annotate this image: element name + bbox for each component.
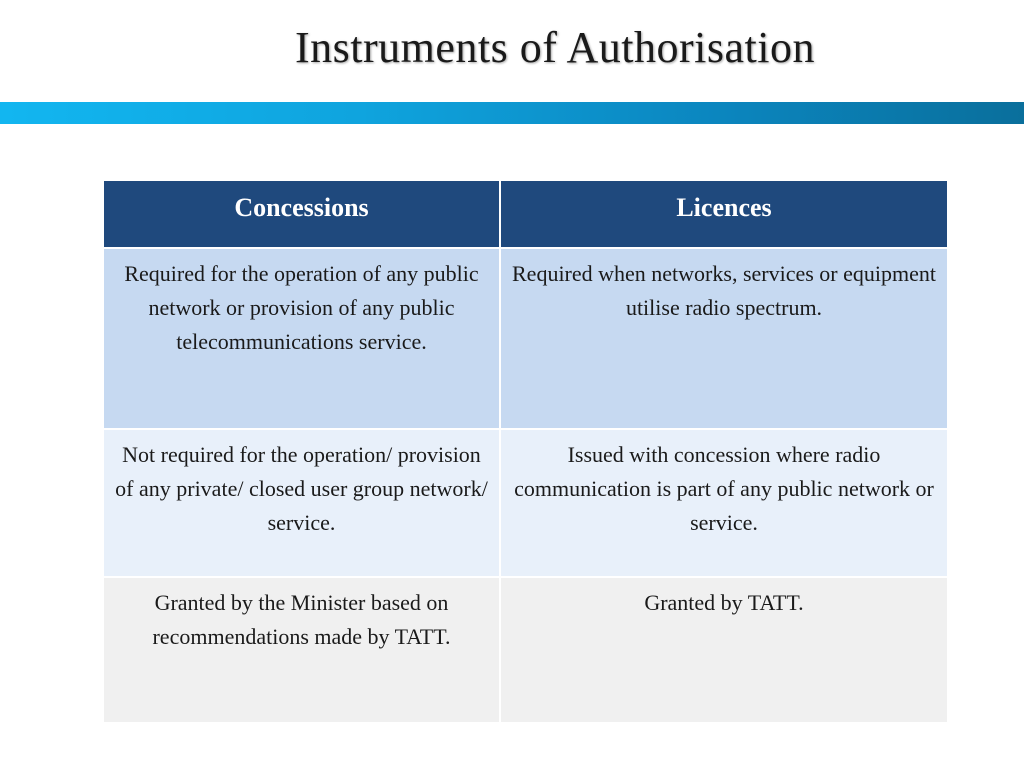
table-cell-licences: Granted by TATT. — [500, 577, 948, 723]
table-row — [103, 429, 948, 577]
table-cell-concessions: Granted by the Minister based on recommendations made by TATT. — [103, 577, 500, 723]
table-row — [103, 248, 948, 429]
table-cell-licences: Required when networks, services or equipment utilise radio spectrum. — [500, 248, 948, 429]
comparison-table-container — [102, 179, 947, 721]
table-cell-concessions: Required for the operation of any public network or provision of any public telecommunications service. — [103, 248, 500, 429]
title-accent-bar — [0, 102, 1024, 124]
table-row — [103, 577, 948, 723]
header-concessions: Concessions — [103, 180, 500, 248]
table-header-row — [103, 180, 948, 248]
table-cell-licences: Issued with concession where radio communication is part of any public network or service. — [500, 429, 948, 577]
comparison-table — [102, 179, 949, 724]
header-licences: Licences — [500, 180, 948, 248]
slide-title: Instruments of Authorisation — [295, 23, 815, 72]
table-cell-concessions: Not required for the operation/ provision of any private/ closed user group network/ service. — [103, 429, 500, 577]
